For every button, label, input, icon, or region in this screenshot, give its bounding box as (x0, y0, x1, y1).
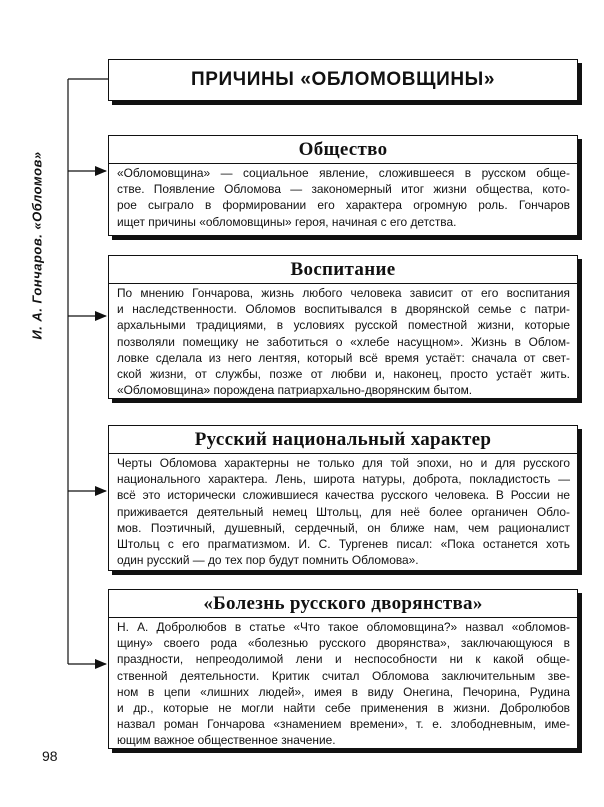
section-title: Русский национальный характер (109, 426, 577, 454)
text-line: Штольц с его прагматизмом. И. С. Тургенев писал: «Пока останется хоть (117, 537, 570, 552)
text-line: и др., которые не могли найти себе применения в жизни. Добролюбов (117, 701, 570, 716)
text-line: «Обломовщина» порождена патриархально-дворянским бытом. (117, 383, 473, 398)
text-line: ловке сделала из него лентяя, который всё время устаёт: сначала от свет- (117, 350, 570, 365)
section-bolezn-dvoryanstva (108, 589, 578, 749)
section-body (109, 454, 577, 570)
running-header-text: И. А. Гончаров. «Обломов» (29, 150, 45, 340)
page-number: 98 (42, 748, 58, 764)
text-line: Н. А. Добролюбов в статье «Что такое обломовщина?» назвал «обломов- (117, 620, 570, 634)
text-line: щину» своего рода «болезнью русского дворянства», заключающуюся в (117, 636, 570, 651)
text-line: рое сыграло в формировании его характера огромную роль. Гончаров (117, 198, 570, 213)
section-body (109, 618, 577, 751)
section-natsionalny-harakter (108, 425, 578, 571)
text-line: ственной деятельности. Критик считал Обломова заключительным зве- (117, 668, 570, 683)
text-line: ющим важное общественное значение. (117, 733, 336, 748)
text-line: архальными традициями, в условиях русской поместной жизни, которые (117, 318, 570, 333)
text-line: один русский — до тех пор будут помнить Обломова». (117, 553, 419, 568)
main-title-box (108, 59, 578, 101)
text-line: ской жизни, от службы, позже от любви и, наконец, просто устаёт жить. (117, 367, 570, 382)
text-line: приживается деятельный немец Штольц, для неё более органичен Обло- (117, 504, 570, 519)
section-title: Воспитание (109, 256, 577, 284)
section-body (109, 164, 577, 232)
section-title: «Болезнь русского дворянства» (109, 590, 577, 618)
text-line: ищет причины «обломовщины» героя, начиная с его детства. (117, 214, 457, 229)
main-title: ПРИЧИНЫ «ОБЛОМОВЩИНЫ» (190, 69, 496, 90)
text-line: и наследственности. Обломов воспитывался в дворянской семье с патри- (117, 302, 570, 317)
text-line: всё это исторически сложившиеся качества русского человека. В России не (117, 488, 570, 503)
text-line: По мнению Гончарова, жизнь любого человека зависит от его воспитания (117, 286, 570, 300)
text-line: стве. Появление Обломова — закономерный итог жизни общества, кото- (117, 182, 570, 197)
section-body (109, 284, 577, 400)
text-line: «Обломовщина» — социальное явление, сложившееся в русском обще- (117, 166, 570, 180)
section-obshchestvo (108, 135, 578, 236)
section-vospitanie (108, 255, 578, 399)
section-title: Общество (109, 136, 577, 164)
text-line: позволяли помещику не заботиться о «хлебе насущном». Жизнь в Облом- (117, 334, 570, 349)
text-line: Черты Обломова характерны не только для той эпохи, но и для русского (117, 456, 570, 470)
text-line: национального характера. Лень, широта натуры, доброта, покладистость — (117, 472, 570, 487)
text-line: назвал роман Гончарова «знамением времени», т. е. злободневным, име- (117, 717, 570, 732)
text-line: ном в цепи «лишних людей», имея в виду Онегина, Печорина, Рудина (117, 684, 570, 699)
text-line: праздности, непреодолимой лени и неспособности ни к какой обще- (117, 652, 570, 667)
text-line: мов. Поэтичный, душевный, сердечный, он ближе нам, чем рационалист (117, 520, 570, 535)
